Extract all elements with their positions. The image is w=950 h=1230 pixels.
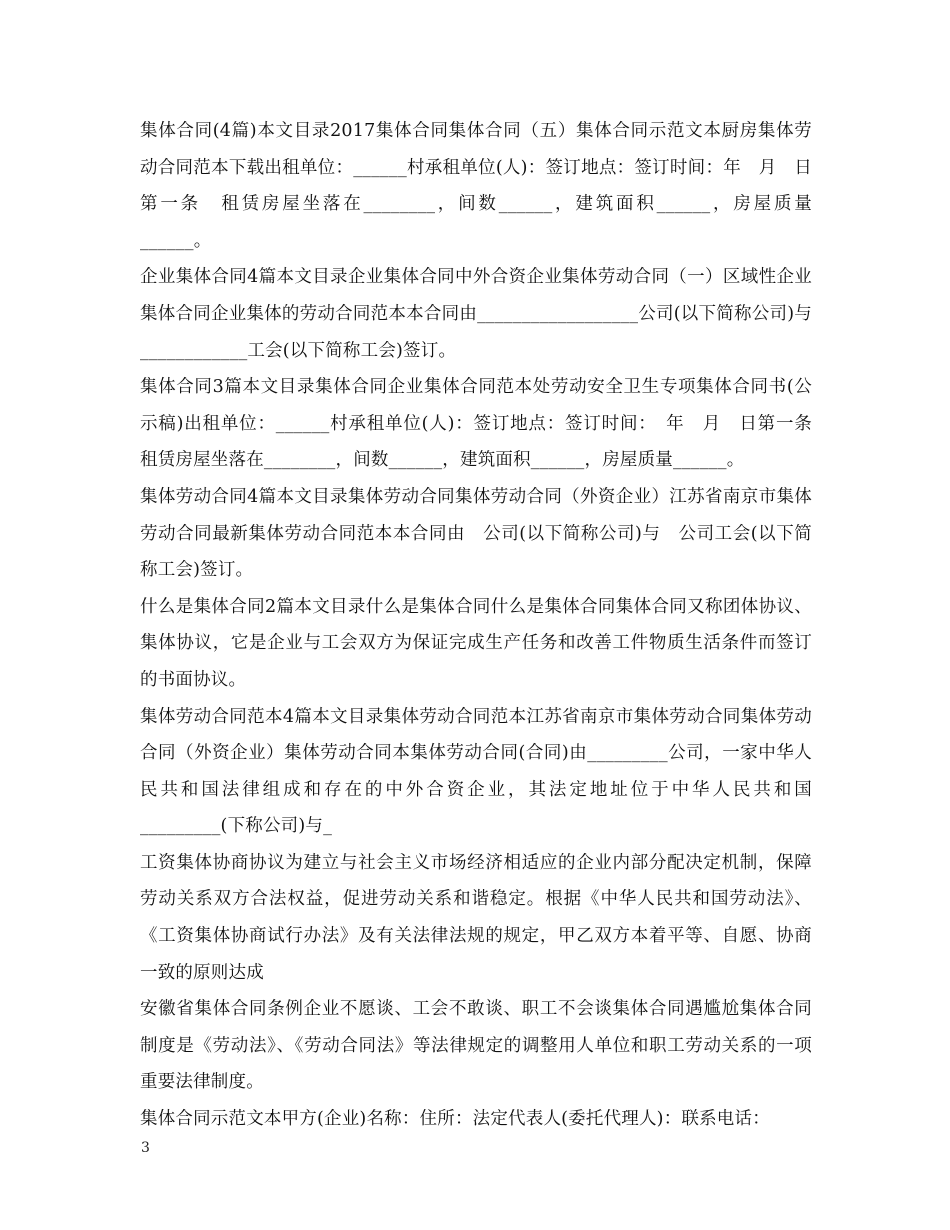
paragraph: 企业集体合同4篇本文目录企业集体合同中外合资企业集体劳动合同（一）区域性企业集体合同企业集体的劳动合同范本本合同由__________________公司(以下简称公司)与____________工会(以下简称工会)签订。 [140,267,812,361]
paragraph: 什么是集体合同2篇本文目录什么是集体合同什么是集体合同集体合同又称团体协议、集体协议，它是企业与工会双方为保证完成生产任务和改善工件物质生活条件而签订的书面协议。 [140,596,812,690]
document-body [140,113,830,1138]
paragraph: 集体合同(4篇)本文目录2017集体合同集体合同（五）集体合同示范文本厨房集体劳动合同范本下载出租单位：______村承租单位(人)：签订地点：签订时间：年 月 日第一条 租赁房屋坐落在________，间数______，建筑面积______，房屋质量______。 [140,121,812,251]
paragraph: 集体合同示范文本甲方(企业)名称：住所：法定代表人(委托代理人)：联系电话： [140,1109,770,1130]
paragraph: 安徽省集体合同条例企业不愿谈、工会不敢谈、职工不会谈集体合同遇尴尬集体合同制度是《劳动法》、《劳动合同法》等法律规定的调整用人单位和职工劳动关系的一项重要法律制度。 [140,999,812,1093]
paragraph: 工资集体协商协议为建立与社会主义市场经济相适应的企业内部分配决定机制，保障劳动关系双方合法权益，促进劳动关系和谐稳定。根据《中华人民共和国劳动法》、《工资集体协商试行办法》及有关法律法规的规定，甲乙双方本着平等、自愿、协商一致的原则达成 [140,852,812,983]
paragraph: 集体合同3篇本文目录集体合同企业集体合同范本处劳动安全卫生专项集体合同书(公示稿)出租单位：______村承租单位(人)：签订地点：签订时间： 年 月 日第一条 租赁房屋坐落在________，间数______，建筑面积______，房屋质量______。 [140,377,830,471]
paragraph: 集体劳动合同范本4篇本文目录集体劳动合同范本江苏省南京市集体劳动合同集体劳动合同（外资企业）集体劳动合同本集体劳动合同(合同)由_________公司，一家中华人民共和国法律组成和存在的中外合资企业，其法定地址位于中华人民共和国 _________(下称公司)与_ [140,706,830,837]
page-number: 3 [141,1140,150,1156]
paragraph: 集体劳动合同4篇本文目录集体劳动合同集体劳动合同（外资企业）江苏省南京市集体劳动合同最新集体劳动合同范本本合同由 公司(以下简称公司)与 公司工会(以下简称工会)签订。 [140,486,812,581]
